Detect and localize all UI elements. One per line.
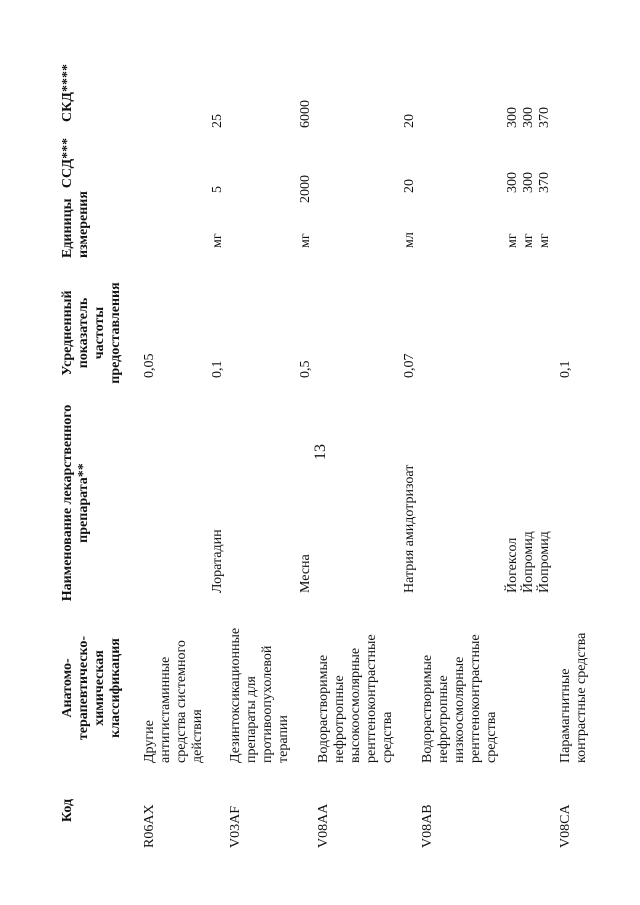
table-row-atc: Дезинтоксикационные препараты для противоопухолевой терапии bbox=[228, 627, 291, 763]
header-code: Код bbox=[60, 798, 75, 823]
table-row-freq: 0,05 bbox=[142, 353, 157, 378]
table-row-code: V08CA bbox=[558, 804, 573, 848]
header-unit: Единицы измерения bbox=[60, 191, 91, 258]
header-ssd: ССД*** bbox=[60, 137, 75, 189]
table-row-name: Лоратадин bbox=[210, 529, 225, 593]
table-row-atc: Водорастворимые нефротропные низкоосмолярные рентгеноконтрастные средства bbox=[420, 634, 499, 763]
header-atc: Анатомо-терапевтическо-химическая классификация bbox=[60, 635, 123, 741]
table-row-code: V08AB bbox=[420, 804, 435, 848]
table-row-unit: мг bbox=[210, 233, 225, 248]
table-row-atc: Водорастворимые нефротропные высокоосмолярные рентгеноконтрастные средства bbox=[316, 634, 395, 763]
table-row-skd: 370 bbox=[537, 107, 552, 128]
table-row-unit: мг bbox=[298, 233, 313, 248]
page-number: 13 bbox=[312, 444, 329, 460]
table-rotated bbox=[50, 48, 630, 848]
table-row-freq: 0,1 bbox=[558, 360, 573, 378]
table-row-unit: мг bbox=[521, 233, 536, 248]
table-row-code: R06AX bbox=[142, 804, 157, 848]
table-row-skd: 6000 bbox=[298, 100, 313, 128]
table-row-atc: Парамагнитные контрастные средства bbox=[558, 632, 589, 763]
table-row-freq: 0,1 bbox=[210, 360, 225, 378]
table-row-code: V03AF bbox=[228, 805, 243, 848]
table-row-skd: 300 bbox=[505, 107, 520, 128]
table-row-name: Йопромид bbox=[537, 531, 552, 593]
table-row-freq: 0,07 bbox=[402, 353, 417, 378]
table-row-unit: мл bbox=[402, 232, 417, 248]
table-row-skd: 25 bbox=[210, 114, 225, 128]
table-row-freq: 0,5 bbox=[298, 360, 313, 378]
table-row-code: V08AA bbox=[316, 803, 331, 848]
table-row-ssd: 370 bbox=[537, 172, 552, 193]
table-row-name: Йопромид bbox=[521, 531, 536, 593]
table-row-ssd: 2000 bbox=[298, 175, 313, 203]
header-skd: СКД**** bbox=[60, 64, 75, 122]
table-row-skd: 300 bbox=[521, 107, 536, 128]
table-row-ssd: 300 bbox=[505, 172, 520, 193]
table-row-name: Йогексол bbox=[505, 537, 520, 593]
table-row-name: Месна bbox=[298, 554, 313, 593]
table-row-skd: 20 bbox=[402, 114, 417, 128]
table-row-unit: мг bbox=[505, 233, 520, 248]
table-row-atc: Другие антигистаминные средства системного действия bbox=[142, 640, 205, 763]
header-freq: Усредненный показатель частоты предоставления bbox=[60, 282, 123, 384]
table-row-name: Натрия амидотризоат bbox=[402, 464, 417, 593]
table-row-ssd: 20 bbox=[402, 179, 417, 193]
header-name: Наименование лекарственного препарата** bbox=[60, 404, 91, 602]
table-row-ssd: 5 bbox=[210, 186, 225, 193]
table-row-unit: мг bbox=[537, 233, 552, 248]
table-row-ssd: 300 bbox=[521, 172, 536, 193]
